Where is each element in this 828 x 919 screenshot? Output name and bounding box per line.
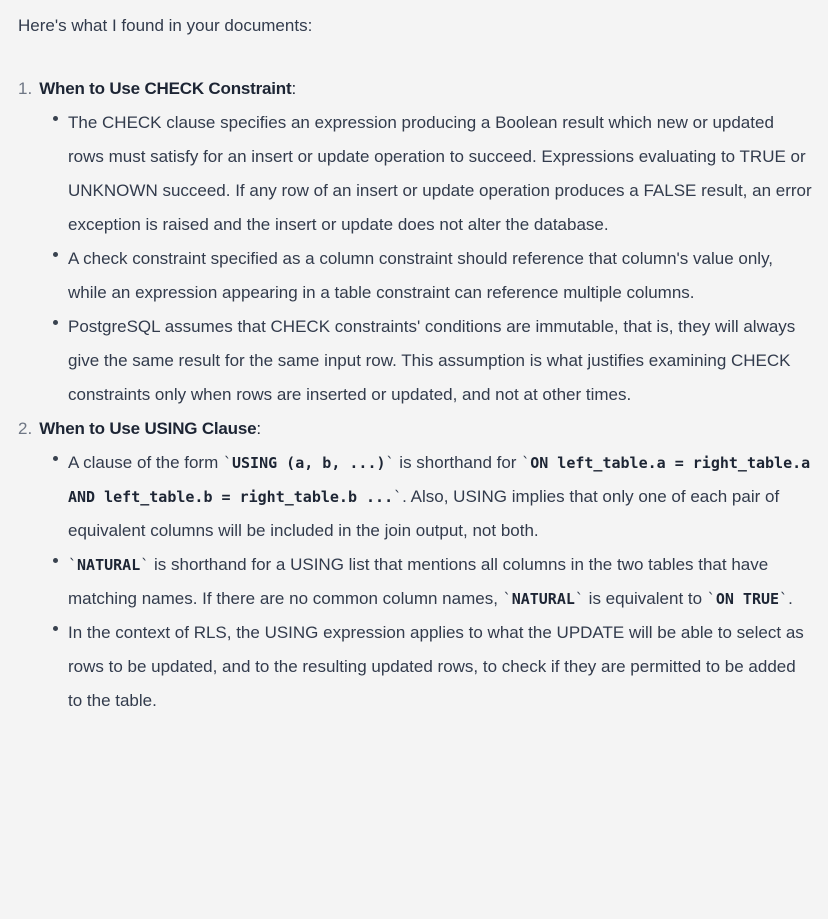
bullet-text <box>68 453 819 540</box>
bullet-item <box>18 446 820 548</box>
bullet-text <box>68 555 793 608</box>
numbered-list <box>18 72 820 718</box>
bullet-list <box>18 446 820 718</box>
backtick: ` <box>779 590 789 608</box>
backtick: ` <box>521 454 531 472</box>
code-text: NATURAL <box>77 556 141 574</box>
inline-code <box>503 589 584 608</box>
bullet-item <box>18 106 812 242</box>
section-heading-text <box>39 412 261 446</box>
inline-code <box>223 453 395 472</box>
backtick: ` <box>68 556 78 574</box>
backtick: ` <box>706 590 716 608</box>
section-heading <box>18 72 812 106</box>
text-run: The CHECK clause specifies an expression producing a Boolean result which new or updated rows must satisfy for an insert or update operation to succeed. Expressions evaluating to TRUE or UNKNOWN succeed. If any row of an insert or update operation produces a FALSE result, an error exception is raised and the insert or update does not alter the database. <box>68 113 812 234</box>
bullet-icon <box>53 252 58 257</box>
bullet-item <box>18 616 812 718</box>
list-number: 2. <box>18 419 33 438</box>
inline-code <box>707 589 788 608</box>
bullet-item <box>18 548 812 616</box>
bullet-text <box>68 623 804 710</box>
text-run: In the context of RLS, the USING expression applies to what the UPDATE will be able to select as rows to be updated, and to the resulting updated rows, to check if they are permitted to be added to the table. <box>68 623 804 710</box>
text-run: is shorthand for a USING list that mentions all columns in the two tables that have matching names. If there are no common column names, <box>68 555 769 608</box>
text-run: . <box>788 589 793 608</box>
bullet-icon <box>53 626 58 631</box>
code-text: USING (a, b, ...) <box>232 454 386 472</box>
backtick: ` <box>393 488 403 506</box>
text-run: is equivalent to <box>583 589 707 608</box>
text-run: A check constraint specified as a column constraint should reference that column's value only, while an expression appearing in a table constraint can reference multiple columns. <box>68 249 774 302</box>
intro-text: Here's what I found in your documents: <box>18 16 313 35</box>
bullet-list <box>18 106 812 412</box>
code-text: ON left_table.a = right_table.a AND left_table.b = right_table.b ... <box>68 454 820 506</box>
bullet-item <box>18 242 812 310</box>
bullet-text <box>68 317 795 404</box>
bullet-icon <box>53 116 58 121</box>
section-item <box>18 412 820 718</box>
section-title: When to Use USING Clause <box>39 419 257 438</box>
text-run: PostgreSQL assumes that CHECK constraints' conditions are immutable, that is, they will always give the same result for the same input row. This assumption is what justifies examining CHECK constraints only when rows are inserted or updated, and not at other times. <box>68 317 796 404</box>
backtick: ` <box>574 590 584 608</box>
backtick: ` <box>502 590 512 608</box>
bullet-icon <box>53 558 58 563</box>
inline-code <box>68 555 149 574</box>
text-run: . Also, USING implies that only one of each pair of equivalent columns will be included in the join output, not both. <box>68 487 780 540</box>
bullet-icon <box>53 456 58 461</box>
bullet-text <box>68 249 773 302</box>
bullet-icon <box>53 320 58 325</box>
section-title-colon: : <box>256 419 262 438</box>
backtick: ` <box>222 454 232 472</box>
section-title: When to Use CHECK Constraint <box>39 79 292 98</box>
code-text: ON TRUE <box>715 590 780 608</box>
text-run: is shorthand for <box>394 453 522 472</box>
section-item <box>18 72 812 412</box>
backtick: ` <box>140 556 150 574</box>
section-title-colon: : <box>291 79 297 98</box>
bullet-text <box>68 113 812 234</box>
section-heading <box>18 412 812 446</box>
backtick: ` <box>385 454 395 472</box>
bullet-item <box>18 310 812 412</box>
text-run: A clause of the form <box>68 453 223 472</box>
code-text: NATURAL <box>511 590 575 608</box>
list-number: 1. <box>18 79 33 98</box>
section-heading-text <box>39 72 296 106</box>
